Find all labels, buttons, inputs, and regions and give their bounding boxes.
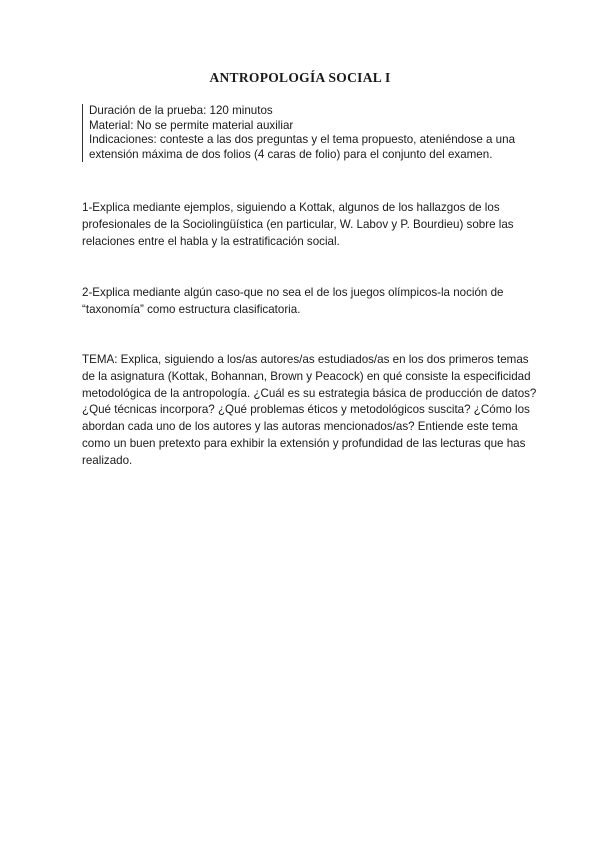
document-title: ANTROPOLOGÍA SOCIAL I (209, 70, 391, 85)
question-2-line: “taxonomía” como estructura clasificatoria. (82, 302, 301, 316)
material-text: Material: No se permite material auxiliar (89, 118, 294, 132)
question-1 (82, 200, 518, 250)
question-1-line: 1-Explica mediante ejemplos, siguiendo a Kottak, algunos de los hallazgos de los (82, 201, 500, 214)
question-1-line: relaciones entre el habla y la estratificación social. (82, 234, 340, 248)
theme-line: como un buen pretexto para exhibir la extensión y profundidad de las lecturas que has (82, 436, 526, 450)
question-2 (82, 285, 518, 319)
question-2-line: 2-Explica mediante algún caso-que no sea el de los juegos olímpicos-la noción de (82, 286, 504, 299)
theme-line: abordan cada uno de los autores y las autoras mencionados/as? Entiende este tema (82, 420, 518, 434)
theme-question (82, 352, 537, 470)
theme-line: ¿Qué técnicas incorpora? ¿Qué problemas éticos y metodológicos suscita? ¿Cómo los (82, 403, 530, 417)
theme-line: metodológica de la antropología. ¿Cuál es su estrategia básica de producción de datos? (82, 386, 537, 400)
theme-line: realizado. (82, 453, 133, 467)
instructions-text-line1: Indicaciones: conteste a las dos preguntas y el tema propuesto, ateniéndose a una (89, 133, 516, 147)
theme-line: TEMA: Explica, siguiendo a los/as autores/as estudiados/as en los dos primeros temas (82, 353, 529, 366)
duration-text: Duración de la prueba: 120 minutos (89, 104, 273, 117)
theme-line: de la asignatura (Kottak, Bohannan, Brown y Peacock) en qué consiste la especificidad (82, 369, 531, 383)
question-1-line: profesionales de la Sociolingüística (en particular, W. Labov y P. Bourdieu) sobre las (82, 217, 514, 231)
exam-info-box (82, 104, 529, 162)
instructions-text-line2: extensión máxima de dos folios (4 caras de folio) para el conjunto del examen. (89, 147, 493, 161)
